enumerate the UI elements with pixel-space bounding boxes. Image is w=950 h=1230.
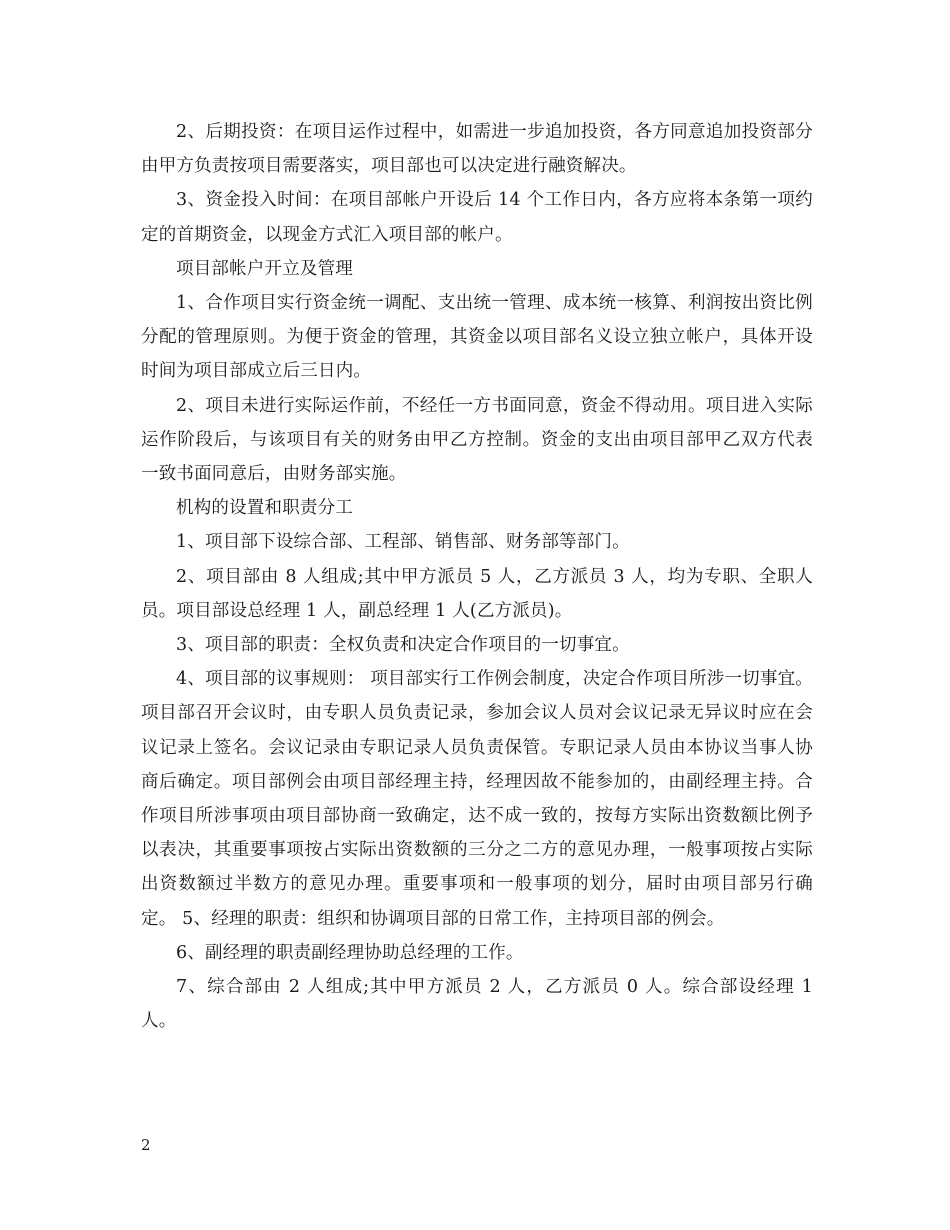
paragraph-deputy-manager: 6、副经理的职责副经理协助总经理的工作。 xyxy=(176,942,524,963)
paragraph-departments: 1、项目部下设综合部、工程部、销售部、财务部等部门。 xyxy=(176,532,630,553)
paragraph-staffing: 2、项目部由 8 人组成;其中甲方派员 5 人，乙方派员 3 人，均为专职、全职人员。项目部设总经理 1 人，副总经理 1 人(乙方派员)。 xyxy=(141,566,813,621)
paragraph-later-investment: 2、后期投资：在项目运作过程中，如需进一步追加投资，各方同意追加投资部分由甲方负责按项目需要落实，项目部也可以决定进行融资解决。 xyxy=(141,122,813,177)
page-number: 2 xyxy=(141,1136,151,1154)
paragraph-funding-time: 3、资金投入时间：在项目部帐户开设后 14 个工作日内，各方应将本条第一项约定的首期资金，以现金方式汇入项目部的帐户。 xyxy=(141,190,813,245)
section-heading-account-management: 项目部帐户开立及管理 xyxy=(176,258,353,279)
paragraph-general-department: 7、综合部由 2 人组成;其中甲方派员 2 人，乙方派员 0 人。综合部设经理 1 人。 xyxy=(141,977,813,1032)
paragraph-meeting-rules: 4、项目部的议事规则： 项目部实行工作例会制度，决定合作项目所涉一切事宜。项目部召开会议时，由专职人员负责记录，参加会议人员对会议记录无异议时应在会议记录上签名。会议记录由专职记录人员负责保管。专职记录人员由本协议当事人协商后确定。项目部例会由项目部经理主持，经理因故不能参加的，由副经理主持。合作项目所涉事项由项目部协商一致确定，达不成一致的，按每方实际出资数额比例予以表决，其重要事项按占实际出资数额的三分之二方的意见办理，一般事项按占实际出资数额过半数方的意见办理。重要事项和一般事项的划分，届时由项目部另行确定。 5、经理的职责：组织和协调项目部的日常工作，主持项目部的例会。 xyxy=(141,669,813,929)
document-body xyxy=(141,115,813,1038)
paragraph-responsibilities: 3、项目部的职责：全权负责和决定合作项目的一切事宜。 xyxy=(176,635,630,656)
paragraph-fund-principles: 1、合作项目实行资金统一调配、支出统一管理、成本统一核算、利润按出资比例分配的管理原则。为便于资金的管理，其资金以项目部名义设立独立帐户，具体开设时间为项目部成立后三日内。 xyxy=(141,293,813,382)
paragraph-fund-usage: 2、项目未进行实际运作前，不经任一方书面同意，资金不得动用。项目进入实际运作阶段后，与该项目有关的财务由甲乙方控制。资金的支出由项目部甲乙双方代表一致书面同意后，由财务部实施。 xyxy=(141,395,813,485)
section-heading-organization: 机构的设置和职责分工 xyxy=(176,498,353,519)
